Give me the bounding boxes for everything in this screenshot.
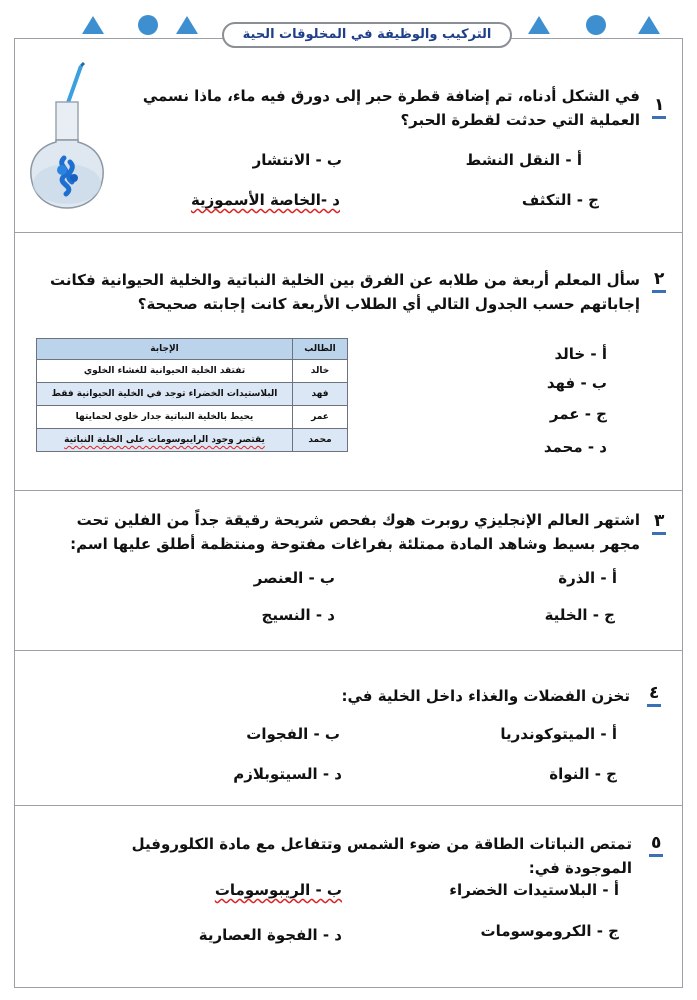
divider xyxy=(14,232,683,233)
question-number: ١ xyxy=(652,96,666,119)
question-number: ٤ xyxy=(647,684,661,707)
option-d[interactable]: د - الفجوة العصارية xyxy=(198,926,342,944)
option-b[interactable]: ب - الريبوسومات xyxy=(214,881,342,899)
triangle-icon xyxy=(82,16,104,34)
question-text: تخزن الفضلات والغذاء داخل الخلية في: xyxy=(341,687,630,705)
option-a[interactable]: أ - الذرة xyxy=(558,569,617,587)
question-text: سأل المعلم أربعة من طلابه عن الفرق بين الخلية النباتية والخلية الحيوانية فكانت إجاباتهم حسب الجدول التالي أي الطلاب الأربعة كانت إجابته صحيحة؟ xyxy=(49,271,640,313)
table-row: فهد البلاستيدات الخضراء توجد في الخلية الحيوانية فقط xyxy=(37,383,348,406)
answers-table xyxy=(36,338,348,452)
option-a[interactable]: أ - الميتوكوندريا xyxy=(500,725,617,743)
option-c[interactable]: ج - عمر xyxy=(549,405,607,423)
option-a[interactable]: أ - النقل النشط xyxy=(465,151,582,169)
triangle-icon xyxy=(638,16,660,34)
question-number: ٢ xyxy=(652,270,666,293)
option-a[interactable]: أ - خالد xyxy=(554,345,607,363)
option-c[interactable]: ج - الكروموسومات xyxy=(480,922,619,940)
table-row: خالد تفتقد الخلية الحيوانية للغشاء الخلوي xyxy=(37,360,348,383)
question-text: اشتهر العالم الإنجليزي روبرت هوك بفحص شريحة رقيقة جداً من الفلين تحت مجهر بسيط وشاهد المادة ممتلئة بفراغات مفتوحة ومنتظمة أطلق عليها اسم: xyxy=(70,511,640,553)
divider xyxy=(14,650,683,651)
triangle-icon xyxy=(528,16,550,34)
header-shapes-right xyxy=(520,14,670,36)
header-shapes-left xyxy=(80,14,200,36)
page-title: التركيب والوظيفة في المخلوقات الحية xyxy=(222,22,512,48)
divider xyxy=(14,490,683,491)
divider xyxy=(14,805,683,806)
table-header-student: الطالب xyxy=(293,339,348,360)
table-header-answer: الإجابة xyxy=(37,339,293,360)
option-c[interactable]: ج - الخلية xyxy=(544,606,615,624)
option-a[interactable]: أ - البلاستيدات الخضراء xyxy=(449,881,619,899)
option-b[interactable]: ب - العنصر xyxy=(253,569,335,587)
option-c[interactable]: ج - النواة xyxy=(549,765,617,783)
option-c[interactable]: ج - التكثف xyxy=(521,191,599,209)
option-b[interactable]: ب - فهد xyxy=(546,374,607,392)
table-row: عمر يحيط بالخلية النباتية جدار خلوي لحمايتها xyxy=(37,406,348,429)
option-d[interactable]: د - السيتوبلازم xyxy=(233,765,342,783)
question-number: ٣ xyxy=(652,512,666,535)
option-d[interactable]: د -الخاصة الأسموزية xyxy=(190,191,340,209)
option-d[interactable]: د - النسيج xyxy=(261,606,335,624)
question-text: في الشكل أدناه، تم إضافة قطرة حبر إلى دورق فيه ماء، ماذا نسمي العملية التي حدثت لقطرة الحبر؟ xyxy=(142,87,640,129)
question-number: ٥ xyxy=(649,834,663,857)
flask-ink-illustration xyxy=(26,62,106,212)
triangle-icon xyxy=(176,16,198,34)
circle-icon xyxy=(138,15,158,35)
option-d[interactable]: د - محمد xyxy=(543,438,607,456)
option-b[interactable]: ب - الفجوات xyxy=(246,725,340,743)
table-row: محمد يقتصر وجود الرايبوسومات على الخلية النباتية xyxy=(37,429,348,452)
question-text: تمتص النباتات الطاقة من ضوء الشمس وتتفاعل مع مادة الكلوروفيل الموجودة في: xyxy=(131,835,632,877)
circle-icon xyxy=(586,15,606,35)
option-b[interactable]: ب - الانتشار xyxy=(252,151,342,169)
